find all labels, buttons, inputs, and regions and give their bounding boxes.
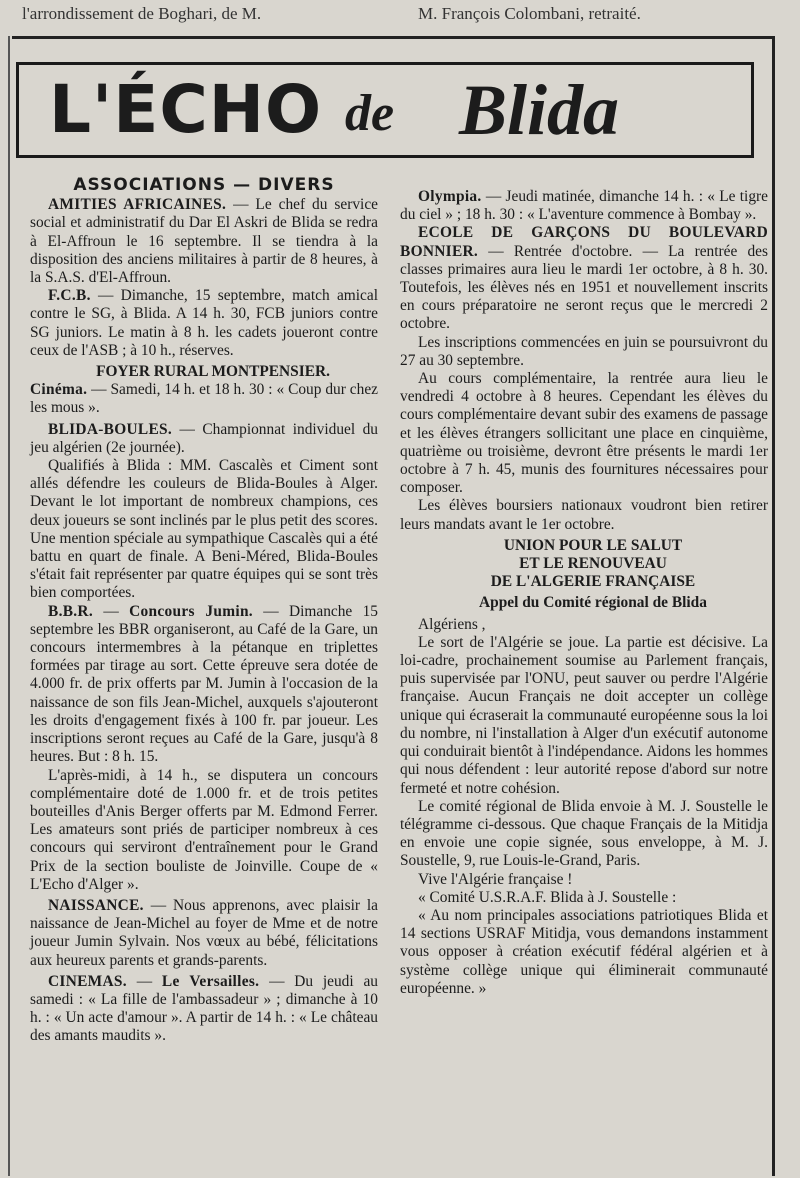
bbr-title: B.B.R. [48,602,93,620]
article-olympia [400,188,768,224]
masthead-de: de [345,85,395,142]
left-rule [8,36,10,1176]
section-heading: ASSOCIATIONS — DIVERS [73,175,335,195]
article-fcb [30,287,378,360]
article-ecole [400,224,768,333]
ecole-body4: Les élèves boursiers nationaux voudront bien retirer leurs mandats avant le 1er octobre. [400,497,768,533]
boules-body2: Qualifiés à Blida : MM. Cascalès et Ciment sont allés défendre les couleurs de Blida-Boules à Alger. Devant le lot important de nombreux champions, ces deux joueurs se sont inclinés par le plus petit des scores. Une mention spéciale au sympathique Cascalès qui a été battu en quart de finale. A Beni-Méred, Blida-Boules s'était fait représenter par quatre équipes qui se sont très bien comportées. [30,457,378,602]
left-column [30,176,378,1046]
comite: « Comité U.S.R.A.F. Blida à J. Soustelle : [418,888,677,906]
appel-title: Appel du Comité régional de Blida [479,594,707,612]
algeriens: Algériens , [418,615,486,633]
bbr-body: — Dimanche 15 septembre les BBR organiseront, au Café de la Gare, un concours intermembres à la pétanque en triplettes formées par tirage au sort. Cette épreuve sera dotée de 4.000 fr. de prix offerts par M. Jumin à l'occasion de la naissance de son fils Jean-Michel, auxquels s'ajouteront les droits d'engagement fixés à 100 fr. par joueur. Les inscriptions seront reçues au Café de la Gare, jusqu'à 8 heures. But : 8 h. 15. [30,602,378,766]
olympia-body: — Jeudi matinée, dimanche 14 h. : « Le tigre du ciel » ; 18 h. 30 : « L'aventure commence à Bombay ». [400,188,768,224]
bbr-body2: L'après-midi, à 14 h., se disputera un concours complémentaire doté de 1.000 fr. et de trois petites bouteilles d'Anis Berger offerts par M. Edmond Ferrer. Les amateurs sont priés de participer nombreux à ces concours qui serviront d'entraînement pour le Grand Prix de la section bouliste de Joinville. Coupe de « L'Echo d'Alger ». [30,766,378,893]
right-column-rule [772,36,775,1176]
cinemas-body: — Du jeudi au samedi : « La fille de l'ambassadeur » ; dimanche à 10 h. : « Un acte d'amour ». A partir de 14 h. : « Le château des amants maudits ». [30,972,378,1045]
union-line3: DE L'ALGERIE FRANÇAISE [490,573,696,591]
union-line1: UNION POUR LE SALUT [503,536,683,554]
boules-body1: — Championnat individuel du jeu algérien (2e journée). [30,420,378,456]
ecole-body3: Au cours complémentaire, la rentrée aura lieu le vendredi 4 octobre à 8 heures. Cependant les élèves du cours complémentaire devant subir des examens de passage et les élèves étrangers sollicitant une place en cinquième, quatrième ou troisième, devront être présents le mardi 1er octobre à 7 h. 45, munis des fournitures nécessaires pour composer. [400,370,768,497]
ecole-body2: Les inscriptions commencées en juin se poursuivront du 27 au 30 septembre. [400,333,768,369]
article-amities [30,196,378,287]
article-cinemas: CINEMAS. — Le Versailles. — Du jeudi au samedi : « La fille de l'ambassadeur » ; dimanche à 10 h. : « Un acte d'amour ». A partir de 14 h. : « Le château des amants maudits ». [30,972,378,1045]
fcb-body: — Dimanche, 15 septembre, match amical contre le SG, à Blida. A 14 h. 30, FCB juniors contre SG juniors. Le matin à 8 h. les cadets joueront contre ceux de l'ASB ; à 10 h., réserves. [30,287,378,359]
naissance-title: NAISSANCE. [48,896,144,914]
boules-title: BLIDA-BOULES. [48,420,173,438]
foyer-body: — Samedi, 14 h. et 18 h. 30 : « Coup dur chez les mous ». [30,381,378,417]
cinemas-sub: Le Versailles. [161,972,260,990]
masthead-echo: L'ÉCHO [49,71,323,148]
bbr-sub: Concours Jumin. [129,602,253,620]
appel-body1: Le sort de l'Algérie se joue. La partie est décisive. La loi-cadre, prochainement soumise au Parlement français, puis supervisée par l'ONU, peut sauver ou perdre l'Algérie française. Aucun Français ne doit accepter un collège unique qui écraserait la communauté européenne sous la loi du nombre, ni l'installation à Alger d'un exécutif autonome qui conduirait bientôt à l'indépendance. Aidons les hommes qui nous défendent : leur autorité repose d'abord sur notre fermeté et notre cohésion. [400,633,768,797]
telegram: « Au nom principales associations patriotiques Blida et 14 sections USRAF Mitidja, vous demandons instamment vous opposer à création exécutif fédéral algérien et à système collège unique qui éliminerait communauté européenne. » [400,906,768,997]
union-line2: ET LE RENOUVEAU [519,555,667,573]
amities-title: AMITIES AFRICAINES. [48,196,227,214]
top-rule [12,36,774,39]
olympia-title: Olympia. [418,188,482,205]
fcb-title: F.C.B. [48,287,91,305]
article-naissance [30,897,378,970]
masthead-blida: Blida [459,70,620,150]
article-foyer [30,381,378,417]
foyer-cinema: Cinéma. [30,381,88,399]
foyer-title: FOYER RURAL MONTPENSIER. [96,363,330,381]
cinemas-title: CINEMAS. [48,972,127,990]
appel-body2: Le comité régional de Blida envoie à M. J. Soustelle le télégramme ci-dessous. Que chaque Français de la Mitidja en envoie une copie signée, sous enveloppe, à M. J. Soustelle, 9, rue Louis-le-Grand, Paris. [400,797,768,870]
strip-right-text: M. François Colombani, retraité. [418,4,641,23]
naissance-body: — Nous apprenons, avec plaisir la naissance de Jean-Michel au foyer de Mme et de notre joueur Jumin Sylvain. Nos vœux au bébé, félicitations aux heureux parents et grands-parents. [30,896,378,969]
previous-article-strip [0,0,800,32]
article-bbr: B.B.R. — Concours Jumin. — Dimanche 15 septembre les BBR organiseront, au Café de la Gare, un concours intermembres à la pétanque en triplettes formées par tirage au sort. Cette épreuve sera dotée de 4.000 fr. de prix offerts par M. Jumin à l'occasion de la naissance de son fils Jean-Michel, auxquels s'ajouteront les droits d'engagement fixés à 100 fr. par joueur. Les inscriptions seront reçues au Café de la Gare, jusqu'à 8 heures. But : 8 h. 15. [30,602,378,766]
ecole-body: — Rentrée d'octobre. — La rentrée des classes primaires aura lieu le mardi 1er octobre, à 8 h. 30. Toutefois, les élèves nés en 1951 et nouvellement inscrits en cours préparatoire ne seront reçus que le mercredi 2 octobre. [400,242,768,333]
article-boules [30,421,378,457]
masthead [16,62,754,158]
strip-left-text: l'arrondissement de Boghari, de M. [22,4,262,23]
ecole-title: ECOLE DE GARÇONS DU BOULEVARD BONNIER. [400,224,768,260]
right-column [400,188,768,998]
vive: Vive l'Algérie française ! [418,870,573,888]
amities-body: — Le chef du service social et administratif du Dar El Askri de Blida se redra à El-Affroun le 16 septembre. Il se tiendra à la disposition des anciens militaires à partir de 8 heures, à la S.A.S. d'El-Affroun. [30,196,378,287]
